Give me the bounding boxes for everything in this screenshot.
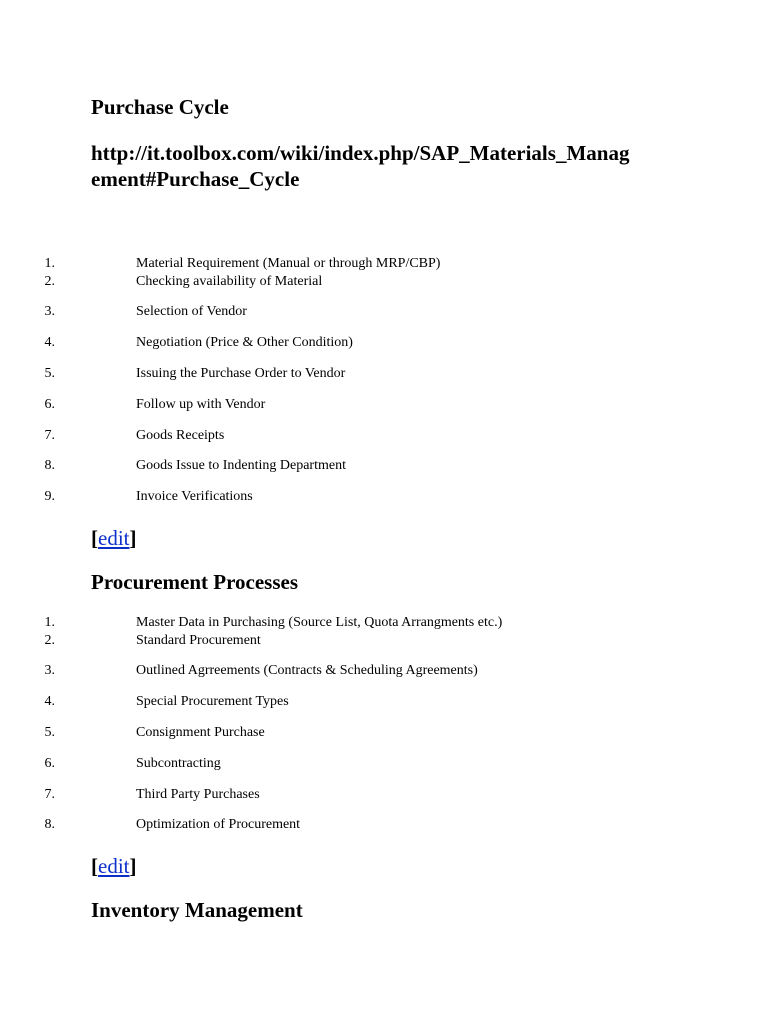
edit-link-line: [91, 525, 137, 551]
list-item-text: Subcontracting: [136, 756, 221, 771]
list-item-number: 3.: [44, 304, 55, 319]
heading-procurement-processes: Procurement Processes: [91, 570, 299, 594]
list-item: [0, 631, 700, 651]
list-item: [0, 456, 700, 476]
edit-link-line: [91, 853, 137, 879]
list-item-text: Master Data in Purchasing (Source List, Quota Arrangments etc.): [136, 615, 503, 630]
list-item: [0, 272, 700, 292]
heading-inventory-management: Inventory Management: [91, 898, 303, 922]
list-item-text: Issuing the Purchase Order to Vendor: [136, 366, 346, 381]
edit-bracket-open: [: [91, 526, 98, 550]
list-item: [0, 661, 700, 681]
list-item-number: 4.: [44, 335, 55, 350]
list-item-text: Negotiation (Price & Other Condition): [136, 335, 353, 350]
list-item-number: 5.: [44, 366, 55, 381]
list-item-number: 3.: [44, 663, 55, 678]
list-item-number: 7.: [44, 787, 55, 802]
list-item-number: 9.: [44, 489, 55, 504]
list-item: [0, 395, 700, 415]
edit-bracket-close: ]: [129, 854, 137, 878]
list-item: [0, 613, 700, 633]
list-item: [0, 302, 700, 322]
list-item-text: Special Procurement Types: [136, 694, 289, 709]
list-item: [0, 333, 700, 353]
heading-purchase-cycle: Purchase Cycle: [91, 95, 229, 119]
list-item-text: Goods Issue to Indenting Department: [136, 458, 346, 473]
list-item-number: 5.: [44, 725, 55, 740]
list-item-number: 4.: [44, 694, 55, 709]
edit-link[interactable]: edit: [98, 854, 130, 878]
edit-bracket-close: ]: [129, 526, 137, 550]
list-item: [0, 754, 700, 774]
list-item-number: 7.: [44, 428, 55, 443]
list-item-text: Goods Receipts: [136, 428, 225, 443]
source-url-line-1: http://it.toolbox.com/wiki/index.php/SAP_Materials_Manag: [91, 141, 630, 165]
list-item: [0, 487, 700, 507]
list-item: [0, 692, 700, 712]
list-item-number: 6.: [44, 756, 55, 771]
list-item-number: 2.: [44, 274, 55, 289]
list-item: [0, 815, 700, 835]
list-item: [0, 785, 700, 805]
list-item: [0, 254, 700, 274]
list-item-number: 8.: [44, 458, 55, 473]
list-item-text: Third Party Purchases: [136, 787, 260, 802]
list-item-number: 8.: [44, 817, 55, 832]
list-item-number: 1.: [44, 615, 55, 630]
edit-link[interactable]: edit: [98, 526, 130, 550]
list-item-number: 2.: [44, 633, 55, 648]
list-item-text: Outlined Agrreements (Contracts & Scheduling Agreements): [136, 663, 478, 678]
list-item-text: Consignment Purchase: [136, 725, 265, 740]
list-item: [0, 364, 700, 384]
list-item-text: Follow up with Vendor: [136, 397, 266, 412]
list-item-number: 6.: [44, 397, 55, 412]
list-item-text: Checking availability of Material: [136, 274, 323, 289]
list-item-number: 1.: [44, 256, 55, 271]
list-item: [0, 426, 700, 446]
list-item-text: Standard Procurement: [136, 633, 261, 648]
edit-bracket-open: [: [91, 854, 98, 878]
list-item: [0, 723, 700, 743]
list-item-text: Optimization of Procurement: [136, 817, 301, 832]
source-url-line-2: ement#Purchase_Cycle: [91, 167, 300, 191]
list-item-text: Selection of Vendor: [136, 304, 247, 319]
list-item-text: Material Requirement (Manual or through MRP/CBP): [136, 256, 441, 271]
list-item-text: Invoice Verifications: [136, 489, 253, 504]
